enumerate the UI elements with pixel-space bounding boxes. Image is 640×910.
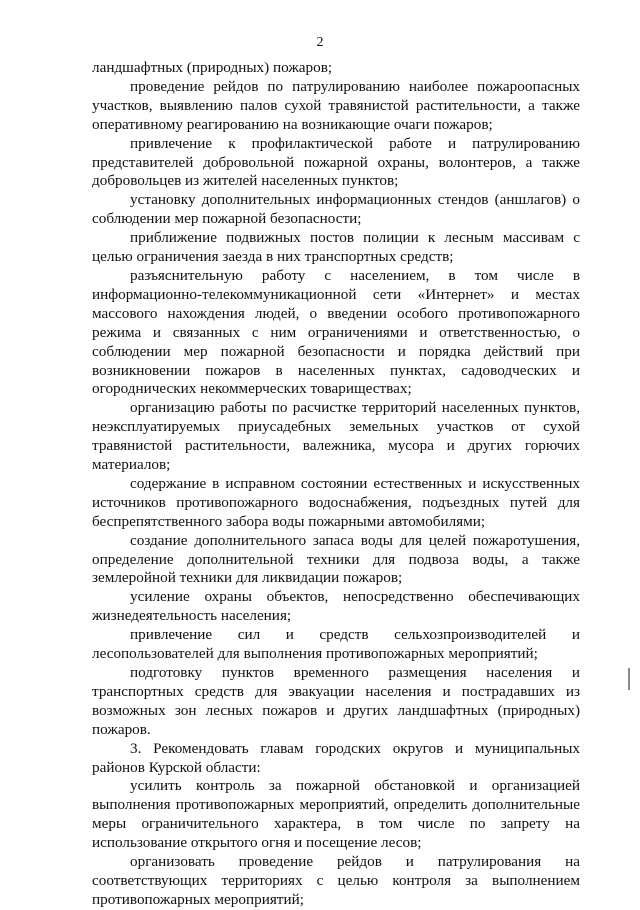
paragraph-facility-protection: усиление охраны объектов, непосредственно обеспечивающих жизнедеятельность населения; <box>92 588 580 625</box>
scan-artifact-mark <box>628 668 630 690</box>
paragraph-police-posts: приближение подвижных постов полиции к лесным массивам с целью ограничения заезда в них транспортных средств; <box>92 229 580 266</box>
document-body <box>92 59 580 910</box>
paragraph-public-outreach: разъяснительную работу с населением, в том числе в информационно-телекоммуникационной сети «Интернет» и местах массового нахождения людей, о введении особого противопожарного режима и связанных с ним ограничениями и ответственностью, о соблюдении мер пожарной безопасности и порядка действий при возникновении пожаров в населенных пунктах, садоводческих и огороднических некоммерческих товариществах; <box>92 266 580 398</box>
paragraph-evacuation-points: подготовку пунктов временного размещения населения и транспортных средств для эвакуации населения и пострадавших из возможных зон лесных пожаров и других ландшафтных (природных) пожаров. <box>92 664 580 738</box>
paragraph-info-stands: установку дополнительных информационных стендов (аншлагов) о соблюдении мер пожарной безопасности; <box>92 191 580 228</box>
paragraph-fire-types-end: ландшафтных (природных) пожаров; <box>92 59 333 76</box>
paragraph-patrol-raids: проведение рейдов по патрулированию наиболее пожароопасных участков, выявлению палов сухой травянистой растительности, а также оперативному реагированию на возникающие очаги пожаров; <box>92 77 580 133</box>
paragraph-control-measures: усилить контроль за пожарной обстановкой и организацией выполнения противопожарных мероприятий, определить дополнительные меры ограничительного характера, в том числе по запрету на использование открытого огня и посещение лесов; <box>92 777 580 852</box>
page-number: 2 <box>316 35 324 50</box>
paragraph-organize-raids: организовать проведение рейдов и патрулирования на соответствующих территориях с целью контроля за выполнением противопожарных мероприятий; <box>92 853 580 908</box>
paragraph-section-3: 3. Рекомендовать главам городских округов и муниципальных районов Курской области: <box>92 739 580 776</box>
paragraph-volunteer-involvement: привлечение к профилактической работе и патрулированию представителей добровольной пожарной охраны, волонтеров, а также добровольцев из жителей населенных пунктов; <box>92 134 580 190</box>
paragraph-territory-clearing: организацию работы по расчистке территорий населенных пунктов, неэксплуатируемых приусадебных земельных участков от сухой травянистой растительности, валежника, мусора и других горючих материалов; <box>92 399 580 474</box>
paragraph-water-sources: содержание в исправном состоянии естественных и искусственных источников противопожарного водоснабжения, подъездных путей для беспрепятственного забора воды пожарными автомобилями; <box>92 474 580 530</box>
paragraph-water-reserve: создание дополнительного запаса воды для целей пожаротушения, определение дополнительной техники для подвоза воды, а также землеройной техники для ликвидации пожаров; <box>92 531 580 587</box>
paragraph-agri-forces: привлечение сил и средств сельхозпроизводителей и лесопользователей для выполнения противопожарных мероприятий; <box>92 626 580 663</box>
